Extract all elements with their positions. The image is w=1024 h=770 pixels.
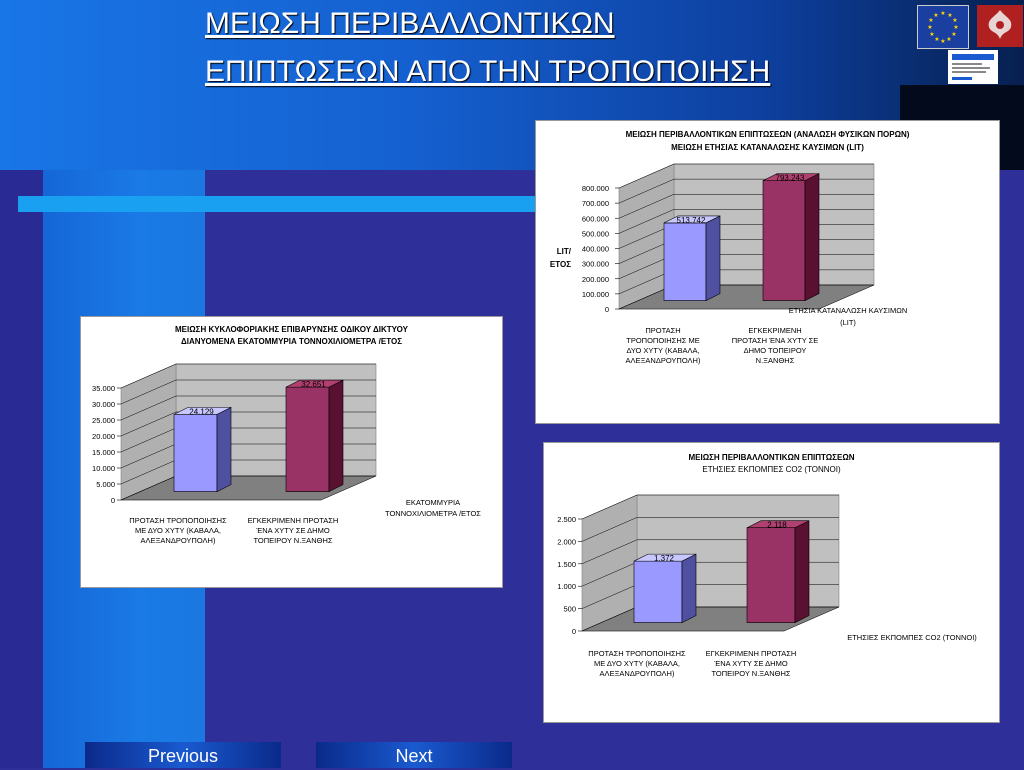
y-tick-label: 30.000 <box>92 400 115 409</box>
y-tick-label: 2.000 <box>557 537 576 547</box>
y-tick-label: 1.500 <box>557 559 576 569</box>
svg-text:★: ★ <box>928 17 934 24</box>
svg-text:★: ★ <box>952 17 958 24</box>
y-tick-label: 0 <box>571 627 576 636</box>
bar <box>747 528 795 623</box>
y-tick-label: 20.000 <box>92 432 115 441</box>
y-tick-label: 500.000 <box>581 229 609 239</box>
slide-title-line1: ΜΕΙΩΣΗ ΠΕΡΙΒΑΛΛΟΝΤΙΚΩΝ <box>205 7 615 40</box>
category-label: ΜΕ ΔΥΟ ΧΥΤΥ (ΚΑΒΑΛΑ, <box>593 659 681 668</box>
category-label: ΕΓΚΕΚΡΙΜΕΝΗ ΠΡΟΤΑΣΗ <box>705 649 797 658</box>
chart-panel-traffic <box>80 316 503 588</box>
category-label: ΕΓΚΕΚΡΙΜΕΝΗ <box>748 326 802 335</box>
category-label: ΈΝΑ ΧΥΤΥ ΣΕ ΔΗΜΟ <box>256 526 330 535</box>
chart-traffic-load <box>81 317 502 587</box>
bar <box>763 181 805 301</box>
data-label: 1.372 <box>653 554 675 564</box>
chart-title: ΜΕΙΩΣΗ ΠΕΡΙΒΑΛΛΟΝΤΙΚΩΝ ΕΠΙΠΤΩΣΕΩΝ <box>688 453 855 462</box>
y-tick-label: 35.000 <box>92 384 115 393</box>
program-logo <box>948 50 998 84</box>
series-label: ΤΟΝΝΟΧΙΛΙΟΜΕΤΡΑ /ΕΤΟΣ <box>385 509 481 518</box>
bar-side <box>805 174 819 301</box>
bar <box>634 561 682 622</box>
category-label: ΠΡΟΤΑΣΗ ΤΡΟΠΟΠΟΙΗΣΗΣ <box>588 649 686 658</box>
y-tick-label: 700.000 <box>581 199 609 209</box>
category-label: Ν.ΞΑΝΘΗΣ <box>755 356 795 365</box>
y-tick-label: 500 <box>563 604 576 614</box>
series-label: (LIT) <box>840 318 856 327</box>
slide-title <box>205 0 865 96</box>
category-label: ΈΝΑ ΧΥΤΥ ΣΕ ΔΗΜΟ <box>714 659 788 668</box>
chart-panel-co2 <box>543 442 1000 723</box>
category-label: ΜΕ ΔΥΟ ΧΥΤΥ (ΚΑΒΑΛΑ, <box>134 526 222 535</box>
y-tick-label: 5.000 <box>96 480 115 489</box>
y-tick-label: 300.000 <box>581 259 609 269</box>
bar-side <box>217 407 231 491</box>
y-tick-label: 2.500 <box>557 515 576 524</box>
category-label: ΠΡΟΤΑΣΗ <box>645 326 681 335</box>
category-label: ΤΟΠΕΙΡΟΥ Ν.ΞΑΝΘΗΣ <box>711 669 791 678</box>
category-label: ΕΓΚΕΚΡΙΜΕΝΗ ΠΡΟΤΑΣΗ <box>247 516 339 525</box>
y-tick-label: 25.000 <box>92 416 115 425</box>
y-tick-label: 800.000 <box>581 184 609 193</box>
slide-title-line2: ΕΠΙΠΤΩΣΕΩΝ ΑΠΟ ΤΗΝ ΤΡΟΠΟΠΟΙΗΣΗ <box>205 55 771 88</box>
svg-text:★: ★ <box>934 36 940 43</box>
chart-panel-fuel <box>535 120 1000 424</box>
y-tick-label: 400.000 <box>581 244 609 254</box>
svg-text:★: ★ <box>933 12 939 19</box>
y-axis-label: ΕΤΟΣ <box>549 260 571 269</box>
y-tick-label: 100.000 <box>581 289 609 299</box>
eu-flag-logo <box>917 5 969 49</box>
y-tick-label: 10.000 <box>92 464 115 473</box>
svg-text:★: ★ <box>951 31 957 38</box>
chart-title: ΜΕΙΩΣΗ ΠΕΡΙΒΑΛΛΟΝΤΙΚΩΝ ΕΠΙΠΤΩΣΕΩΝ (ΑΝΑΛΩΣΗ ΦΥΣΙΚΩΝ ΠΟΡΩΝ) <box>625 130 910 139</box>
svg-text:★: ★ <box>929 31 935 38</box>
chart-fuel-consumption <box>536 121 999 423</box>
bar-side <box>795 521 809 623</box>
data-label: 513.742 <box>676 215 706 225</box>
data-label: 24.129 <box>189 407 214 417</box>
svg-text:★: ★ <box>946 36 952 43</box>
chart-title: ΜΕΙΩΣΗ ΚΥΚΛΟΦΟΡΙΑΚΗΣ ΕΠΙΒΑΡΥΝΣΗΣ ΟΔΙΚΟΥ ΔΙΚΤΥΟΥ <box>175 325 408 334</box>
chart-subtitle: ΔΙΑΝΥΟΜΕΝΑ ΕΚΑΤΟΜΜΥΡΙΑ ΤΟΝΝΟΧΙΛΙΟΜΕΤΡΑ /ΕΤΟΣ <box>180 337 403 346</box>
series-label: ΕΤΗΣΙΑ ΚΑΤΑΝΑΛΩΣΗ ΚΑΥΣΙΜΩΝ <box>788 306 908 315</box>
category-label: ΑΛΕΞΑΝΔΡΟΥΠΟΛΗ) <box>599 669 675 678</box>
y-tick-label: 600.000 <box>581 214 609 224</box>
data-label: 793.243 <box>775 173 805 183</box>
series-label: ΕΤΗΣΙΕΣ ΕΚΠΟΜΠΕΣ CO2 (ΤΟΝΝΟΙ) <box>847 633 977 642</box>
bar-side <box>682 554 696 622</box>
series-label: ΕΚΑΤΟΜΜΥΡΙΑ <box>405 498 461 507</box>
category-label: ΔΗΜΟ ΤΟΠΕΙΡΟΥ <box>743 346 807 355</box>
emblem-logo <box>977 5 1023 47</box>
data-label: 32.651 <box>301 380 326 390</box>
svg-text:★: ★ <box>953 24 959 31</box>
chart-subtitle: ΕΤΗΣΙΕΣ ΕΚΠΟΜΠΕΣ CO2 (ΤΟΝΝΟΙ) <box>702 465 841 474</box>
category-label: ΤΟΠΕΙΡΟΥ Ν.ΞΑΝΘΗΣ <box>253 536 333 545</box>
category-label: ΠΡΟΤΑΣΗ ΈΝΑ ΧΥΤΥ ΣΕ <box>731 336 819 345</box>
category-label: ΑΛΕΞΑΝΔΡΟΥΠΟΛΗ) <box>140 536 216 545</box>
svg-text:★: ★ <box>947 12 953 19</box>
y-tick-label: 15.000 <box>92 448 115 457</box>
previous-button[interactable]: Previous <box>85 742 281 768</box>
category-label: ΤΡΟΠΟΠΟΙΗΣΗΣ ΜΕ <box>626 336 700 345</box>
next-button[interactable]: Next <box>316 742 512 768</box>
svg-text:★: ★ <box>940 38 946 45</box>
svg-text:★: ★ <box>940 10 946 17</box>
y-tick-label: 1.000 <box>557 582 576 592</box>
chart-subtitle: ΜΕΙΩΣΗ ΕΤΗΣΙΑΣ ΚΑΤΑΝΑΛΩΣΗΣ ΚΑΥΣΙΜΩΝ (LIT) <box>671 143 864 152</box>
y-tick-label: 0 <box>604 305 609 314</box>
category-label: ΠΡΟΤΑΣΗ ΤΡΟΠΟΠΟΙΗΣΗΣ <box>129 516 227 525</box>
y-tick-label: 200.000 <box>581 274 609 284</box>
category-label: ΔΥΟ ΧΥΤΥ (ΚΑΒΑΛΑ, <box>626 346 700 355</box>
bar-side <box>706 216 720 301</box>
bar <box>174 414 217 491</box>
bar-side <box>329 380 343 491</box>
data-label: 2.118 <box>767 520 787 530</box>
category-label: ΑΛΕΞΑΝΔΡΟΥΠΟΛΗ) <box>625 356 701 365</box>
y-axis-label: LIT/ <box>556 247 571 256</box>
bar <box>664 223 706 301</box>
background-accent-line <box>18 196 540 212</box>
svg-text:★: ★ <box>927 24 933 31</box>
y-tick-label: 0 <box>110 496 115 505</box>
bar <box>286 387 329 491</box>
chart-co2-emissions <box>544 443 999 722</box>
